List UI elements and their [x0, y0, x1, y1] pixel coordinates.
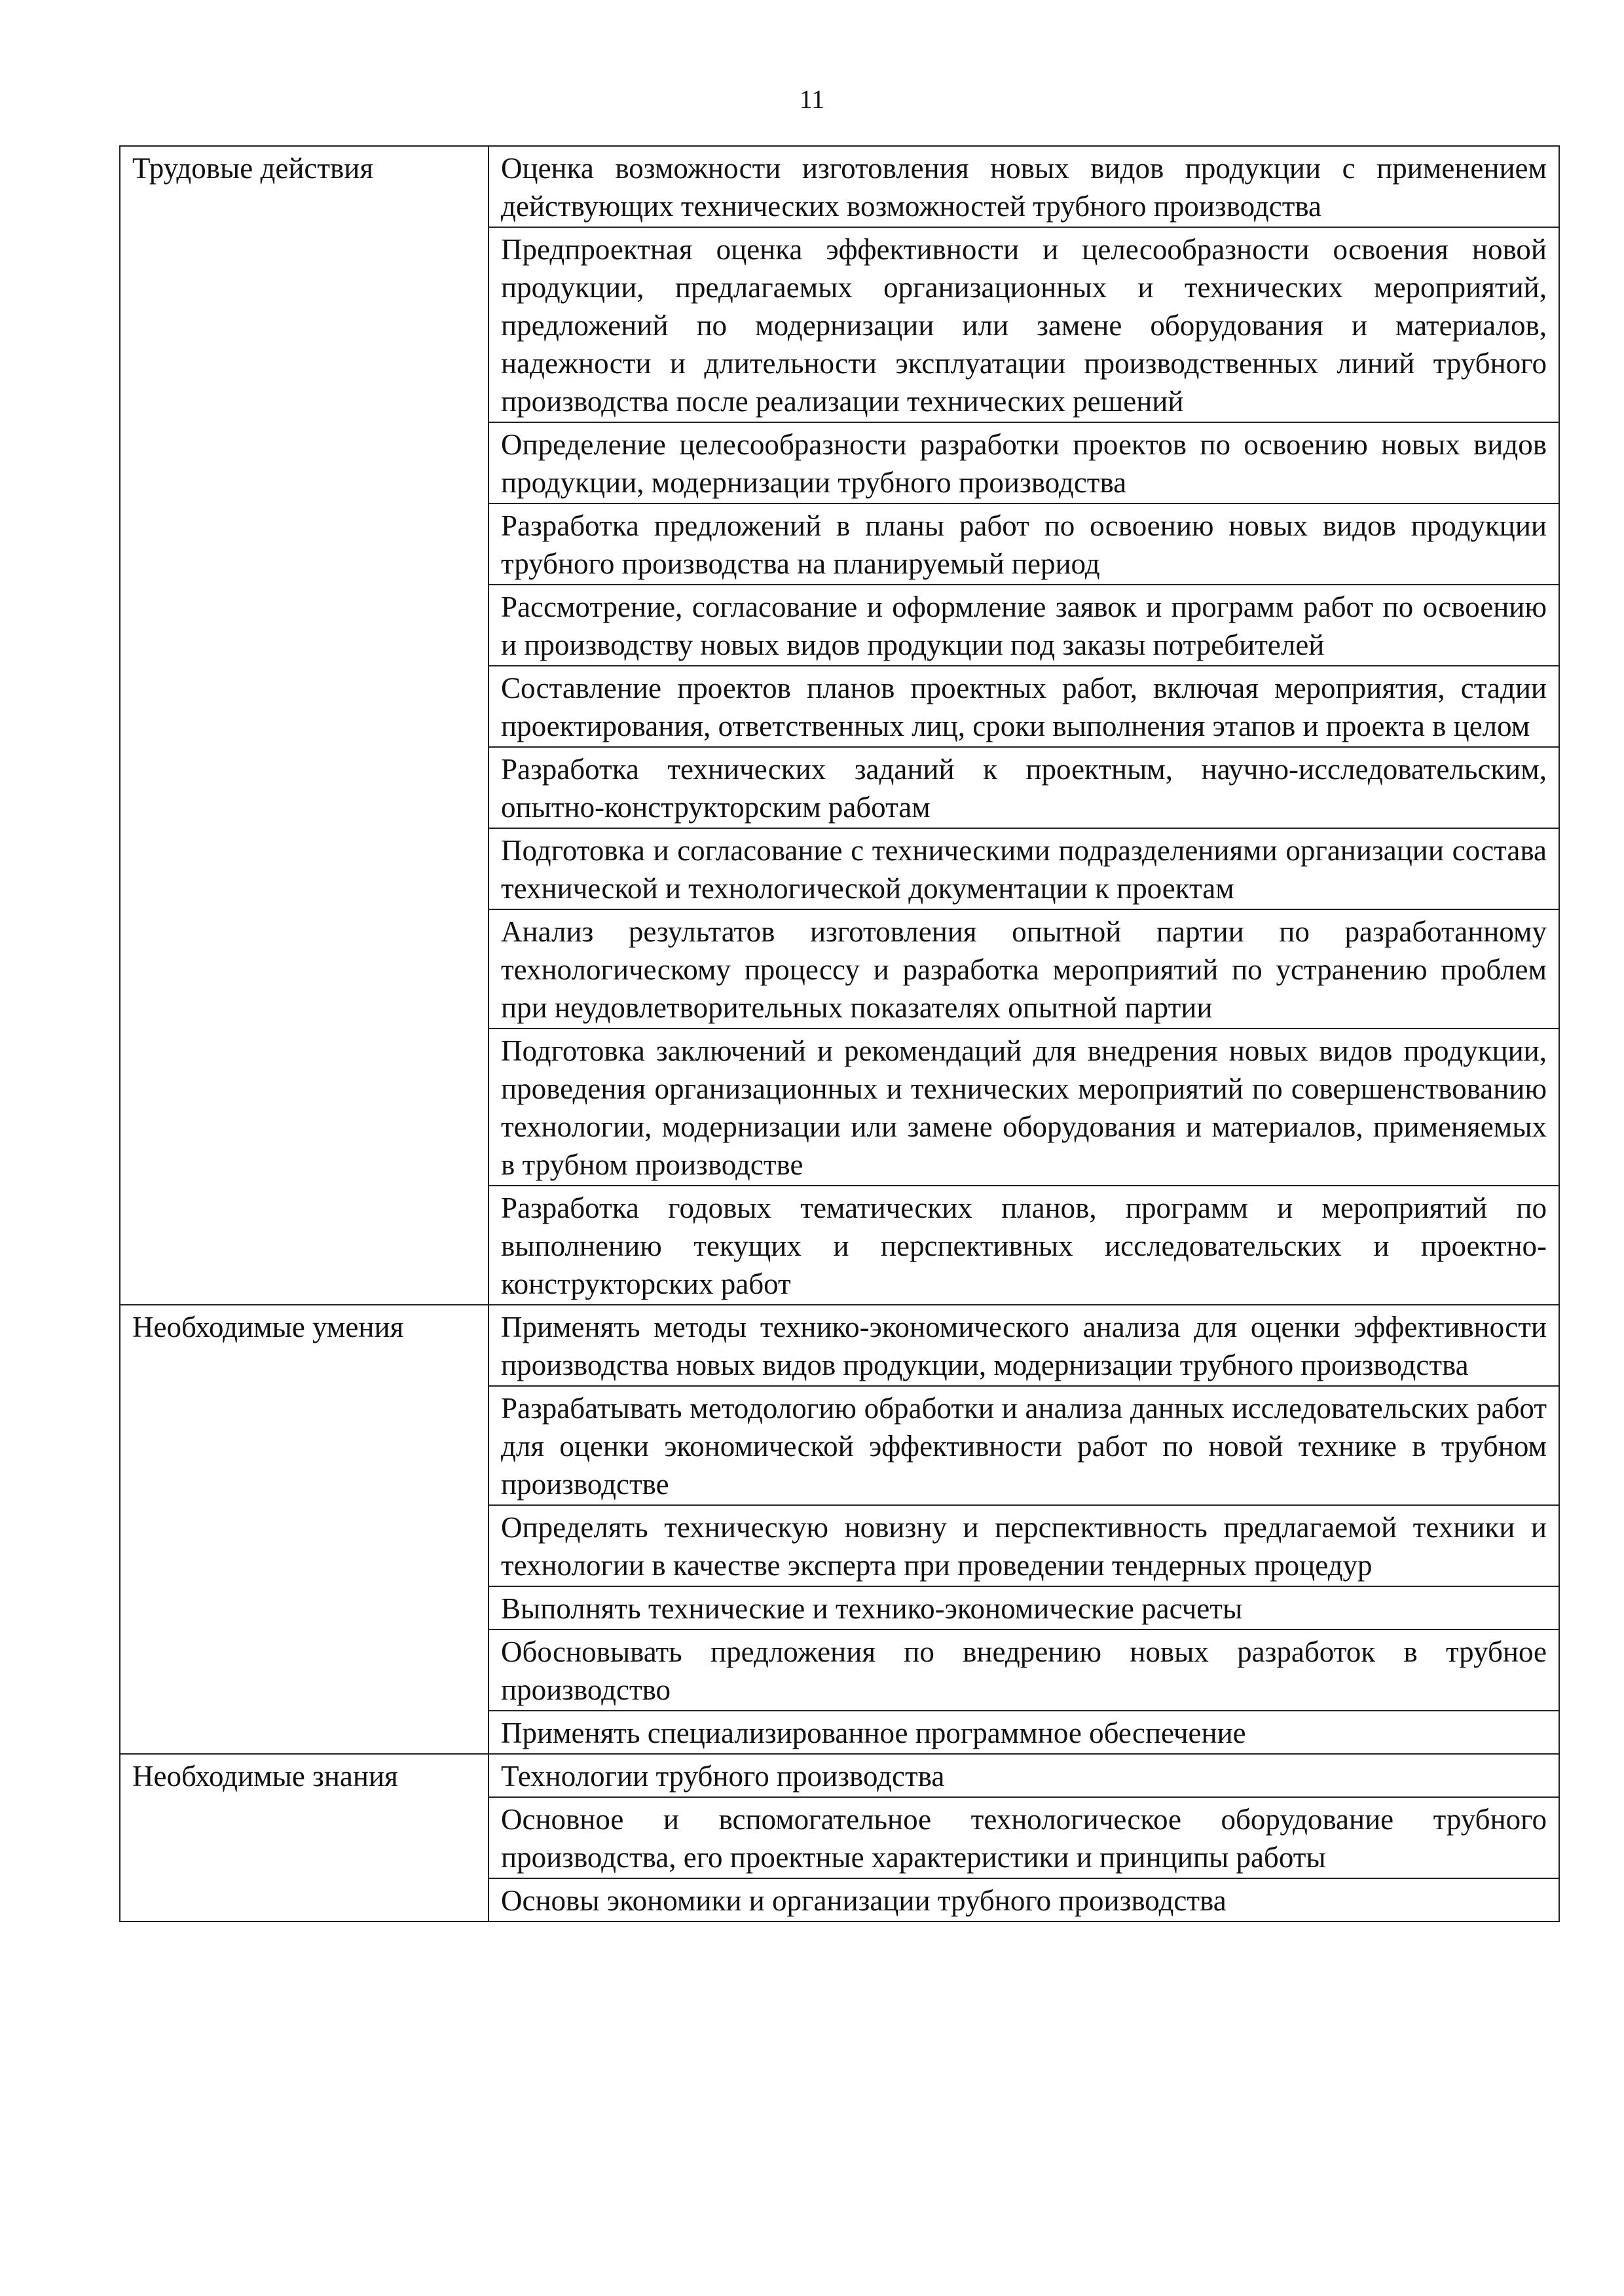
list-item: Подготовка заключений и рекомендаций для внедрения новых видов продукции, проведения организационных и технических мероприятий по совершенствованию технологии, модернизации или замене оборудования и материалов, применяемых в трубном производстве	[489, 1029, 1559, 1186]
list-item: Обосновывать предложения по внедрению новых разработок в трубное производство	[489, 1630, 1559, 1711]
list-item: Основы экономики и организации трубного производства	[489, 1878, 1559, 1922]
list-item: Рассмотрение, согласование и оформление заявок и программ работ по освоению и производству новых видов продукции под заказы потребителей	[489, 585, 1559, 666]
list-item: Подготовка и согласование с техническими подразделениями организации состава технической и технологической документации к проектам	[489, 828, 1559, 909]
table-row	[120, 1754, 1559, 1797]
list-item: Определять техническую новизну и перспективность предлагаемой техники и технологии в качестве эксперта при проведении тендерных процедур	[489, 1505, 1559, 1586]
list-item: Составление проектов планов проектных работ, включая мероприятия, стадии проектирования, ответственных лиц, сроки выполнения этапов и проекта в целом	[489, 666, 1559, 747]
section-label: Трудовые действия	[120, 146, 489, 1305]
list-item: Предпроектная оценка эффективности и целесообразности освоения новой продукции, предлагаемых организационных и технических мероприятий, предложений по модернизации или замене оборудования и материалов, надежности и длительности эксплуатации производственных линий трубного производства после реализации технических решений	[489, 227, 1559, 422]
table-row	[120, 146, 1559, 227]
section-label: Необходимые знания	[120, 1754, 489, 1922]
list-item: Разработка годовых тематических планов, программ и мероприятий по выполнению текущих и перспективных исследовательских и проектно-конструкторских работ	[489, 1186, 1559, 1305]
list-item: Оценка возможности изготовления новых видов продукции с применением действующих технических возможностей трубного производства	[489, 146, 1559, 227]
page-number: 11	[799, 84, 825, 114]
section-label: Необходимые умения	[120, 1305, 489, 1754]
requirements-table	[119, 145, 1560, 1922]
list-item: Технологии трубного производства	[489, 1754, 1559, 1797]
list-item: Определение целесообразности разработки проектов по освоению новых видов продукции, модернизации трубного производства	[489, 422, 1559, 503]
list-item: Применять специализированное программное обеспечение	[489, 1711, 1559, 1754]
list-item: Выполнять технические и технико-экономические расчеты	[489, 1586, 1559, 1630]
table-row	[120, 1305, 1559, 1386]
list-item: Разрабатывать методологию обработки и анализа данных исследовательских работ для оценки экономической эффективности работ по новой технике в трубном производстве	[489, 1386, 1559, 1505]
list-item: Анализ результатов изготовления опытной партии по разработанному технологическому процессу и разработка мероприятий по устранению проблем при неудовлетворительных показателях опытной партии	[489, 909, 1559, 1029]
list-item: Основное и вспомогательное технологическое оборудование трубного производства, его проектные характеристики и принципы работы	[489, 1797, 1559, 1878]
list-item: Применять методы технико-экономического анализа для оценки эффективности производства новых видов продукции, модернизации трубного производства	[489, 1305, 1559, 1386]
list-item: Разработка технических заданий к проектным, научно-исследовательским, опытно-конструкторским работам	[489, 747, 1559, 828]
list-item: Разработка предложений в планы работ по освоению новых видов продукции трубного производства на планируемый период	[489, 503, 1559, 585]
